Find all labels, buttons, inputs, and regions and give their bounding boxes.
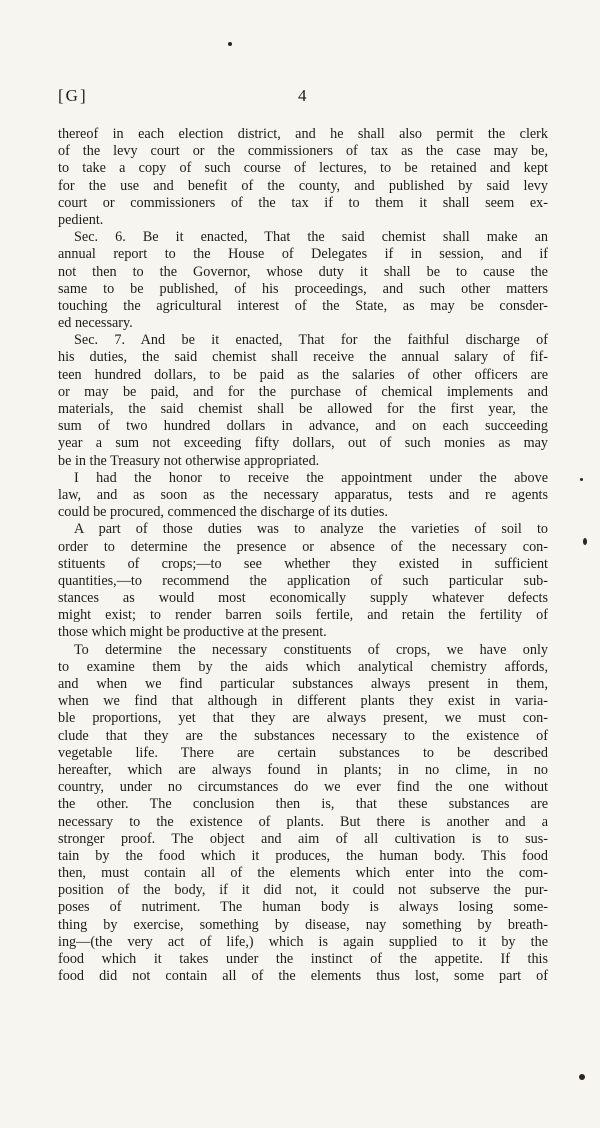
text-line: year a sum not exceeding fifty dollars, out of such monies as may xyxy=(58,435,548,452)
body-text xyxy=(58,126,548,985)
text-line: the other. The conclusion then is, that these substances are xyxy=(58,796,548,813)
text-line: tain by the food which it produces, the human body. This food xyxy=(58,847,548,864)
text-line: Sec. 7. And be it enacted, That for the faithful discharge of xyxy=(74,332,548,349)
text-line: annual report to the House of Delegates if in session, and if xyxy=(58,246,548,263)
text-line: ble proportions, yet that they are always present, we must con- xyxy=(58,710,548,727)
text-line: law, and as soon as the necessary apparatus, tests and re agents xyxy=(58,486,548,503)
text-line: stances as would most economically supply whatever defects xyxy=(58,590,548,607)
ink-speck xyxy=(580,478,583,481)
text-line: clude that they are the substances necessary to the existence of xyxy=(58,727,548,744)
text-line: when we find that although in different plants they exist in varia- xyxy=(58,693,548,710)
ink-speck xyxy=(583,538,587,545)
text-line: teen hundred dollars, to be paid as the salaries of other officers are xyxy=(58,366,548,383)
text-line: to examine them by the aids which analytical chemistry affords, xyxy=(58,658,548,675)
text-line: court or commissioners of the tax if to them it shall seem ex- xyxy=(58,194,548,211)
ink-speck xyxy=(579,1074,585,1080)
text-line: vegetable life. There are certain substances to be described xyxy=(58,744,548,761)
text-line: to take a copy of such course of lectures, to be retained and kept xyxy=(58,160,548,177)
text-line: food which it takes under the instinct of the appetite. If this xyxy=(58,951,548,967)
text-line: I had the honor to receive the appointment under the above xyxy=(74,469,548,486)
page-header xyxy=(58,86,548,110)
text-line: necessary to the existence of plants. But there is another and a xyxy=(58,813,548,830)
text-line: food did not contain all of the elements thus lost, some part of xyxy=(58,968,548,985)
text-line: country, under no circumstances do we ever find the one without xyxy=(58,779,548,796)
signature-mark: [G] xyxy=(58,86,88,105)
text-line: poses of nutriment. The human body is always losing some- xyxy=(58,899,548,916)
text-line: or may be paid, and for the purchase of chemical implements and xyxy=(58,383,548,400)
text-line: stronger proof. The object and aim of all cultivation is to sus- xyxy=(58,830,548,847)
text-line: sum of two hundred dollars in advance, and on each succeeding xyxy=(58,418,548,435)
text-line: for the use and benefit of the county, and published by said levy xyxy=(58,177,548,194)
text-line: order to determine the presence or absence of the necessary con- xyxy=(58,538,548,555)
text-line: thereof in each election district, and he shall also permit the clerk xyxy=(58,126,548,142)
text-line: and when we find particular substances always present in them, xyxy=(58,676,548,692)
text-line: position of the body, if it did not, it could not subserve the pur- xyxy=(58,882,548,899)
text-line: To determine the necessary constituents of crops, we have only xyxy=(74,641,548,658)
text-line: of the levy court or the commissioners of tax as the case may be, xyxy=(58,143,548,160)
text-line: ing—(the very act of life,) which is again supplied to it by the xyxy=(58,933,548,950)
text-line: then, must contain all of the elements which enter into the com- xyxy=(58,865,548,882)
text-line: not then to the Governor, whose duty it shall be to cause the xyxy=(58,263,548,280)
text-line: pedient. xyxy=(58,211,104,228)
text-line: be in the Treasury not otherwise appropriated. xyxy=(58,452,320,469)
text-line: his duties, the said chemist shall receive the annual salary of fif- xyxy=(58,349,548,366)
page-number: 4 xyxy=(298,86,307,105)
text-line: stituents of crops;—to see whether they existed in sufficient xyxy=(58,555,548,572)
text-line: thing by exercise, something by disease, nay something by breath- xyxy=(58,916,548,933)
ink-speck xyxy=(228,42,232,46)
text-line: could be procured, commenced the discharge of its duties. xyxy=(58,504,388,521)
text-line: ed necessary. xyxy=(58,315,133,332)
text-line: Sec. 6. Be it enacted, That the said chemist shall make an xyxy=(74,229,548,246)
text-line: materials, the said chemist shall be allowed for the first year, the xyxy=(58,401,548,417)
text-line: those which might be productive at the present. xyxy=(58,624,327,641)
text-line: same to be published, of his proceedings, and such other matters xyxy=(58,280,548,297)
text-line: quantities,—to recommend the application of such particular sub- xyxy=(58,572,548,589)
text-line: A part of those duties was to analyze the varieties of soil to xyxy=(74,521,548,538)
text-line: might exist; to render barren soils fertile, and retain the fertility of xyxy=(58,607,548,624)
text-line: hereafter, which are always found in plants; in no clime, in no xyxy=(58,761,548,778)
text-line: touching the agricultural interest of the State, as may be consder- xyxy=(58,297,548,314)
